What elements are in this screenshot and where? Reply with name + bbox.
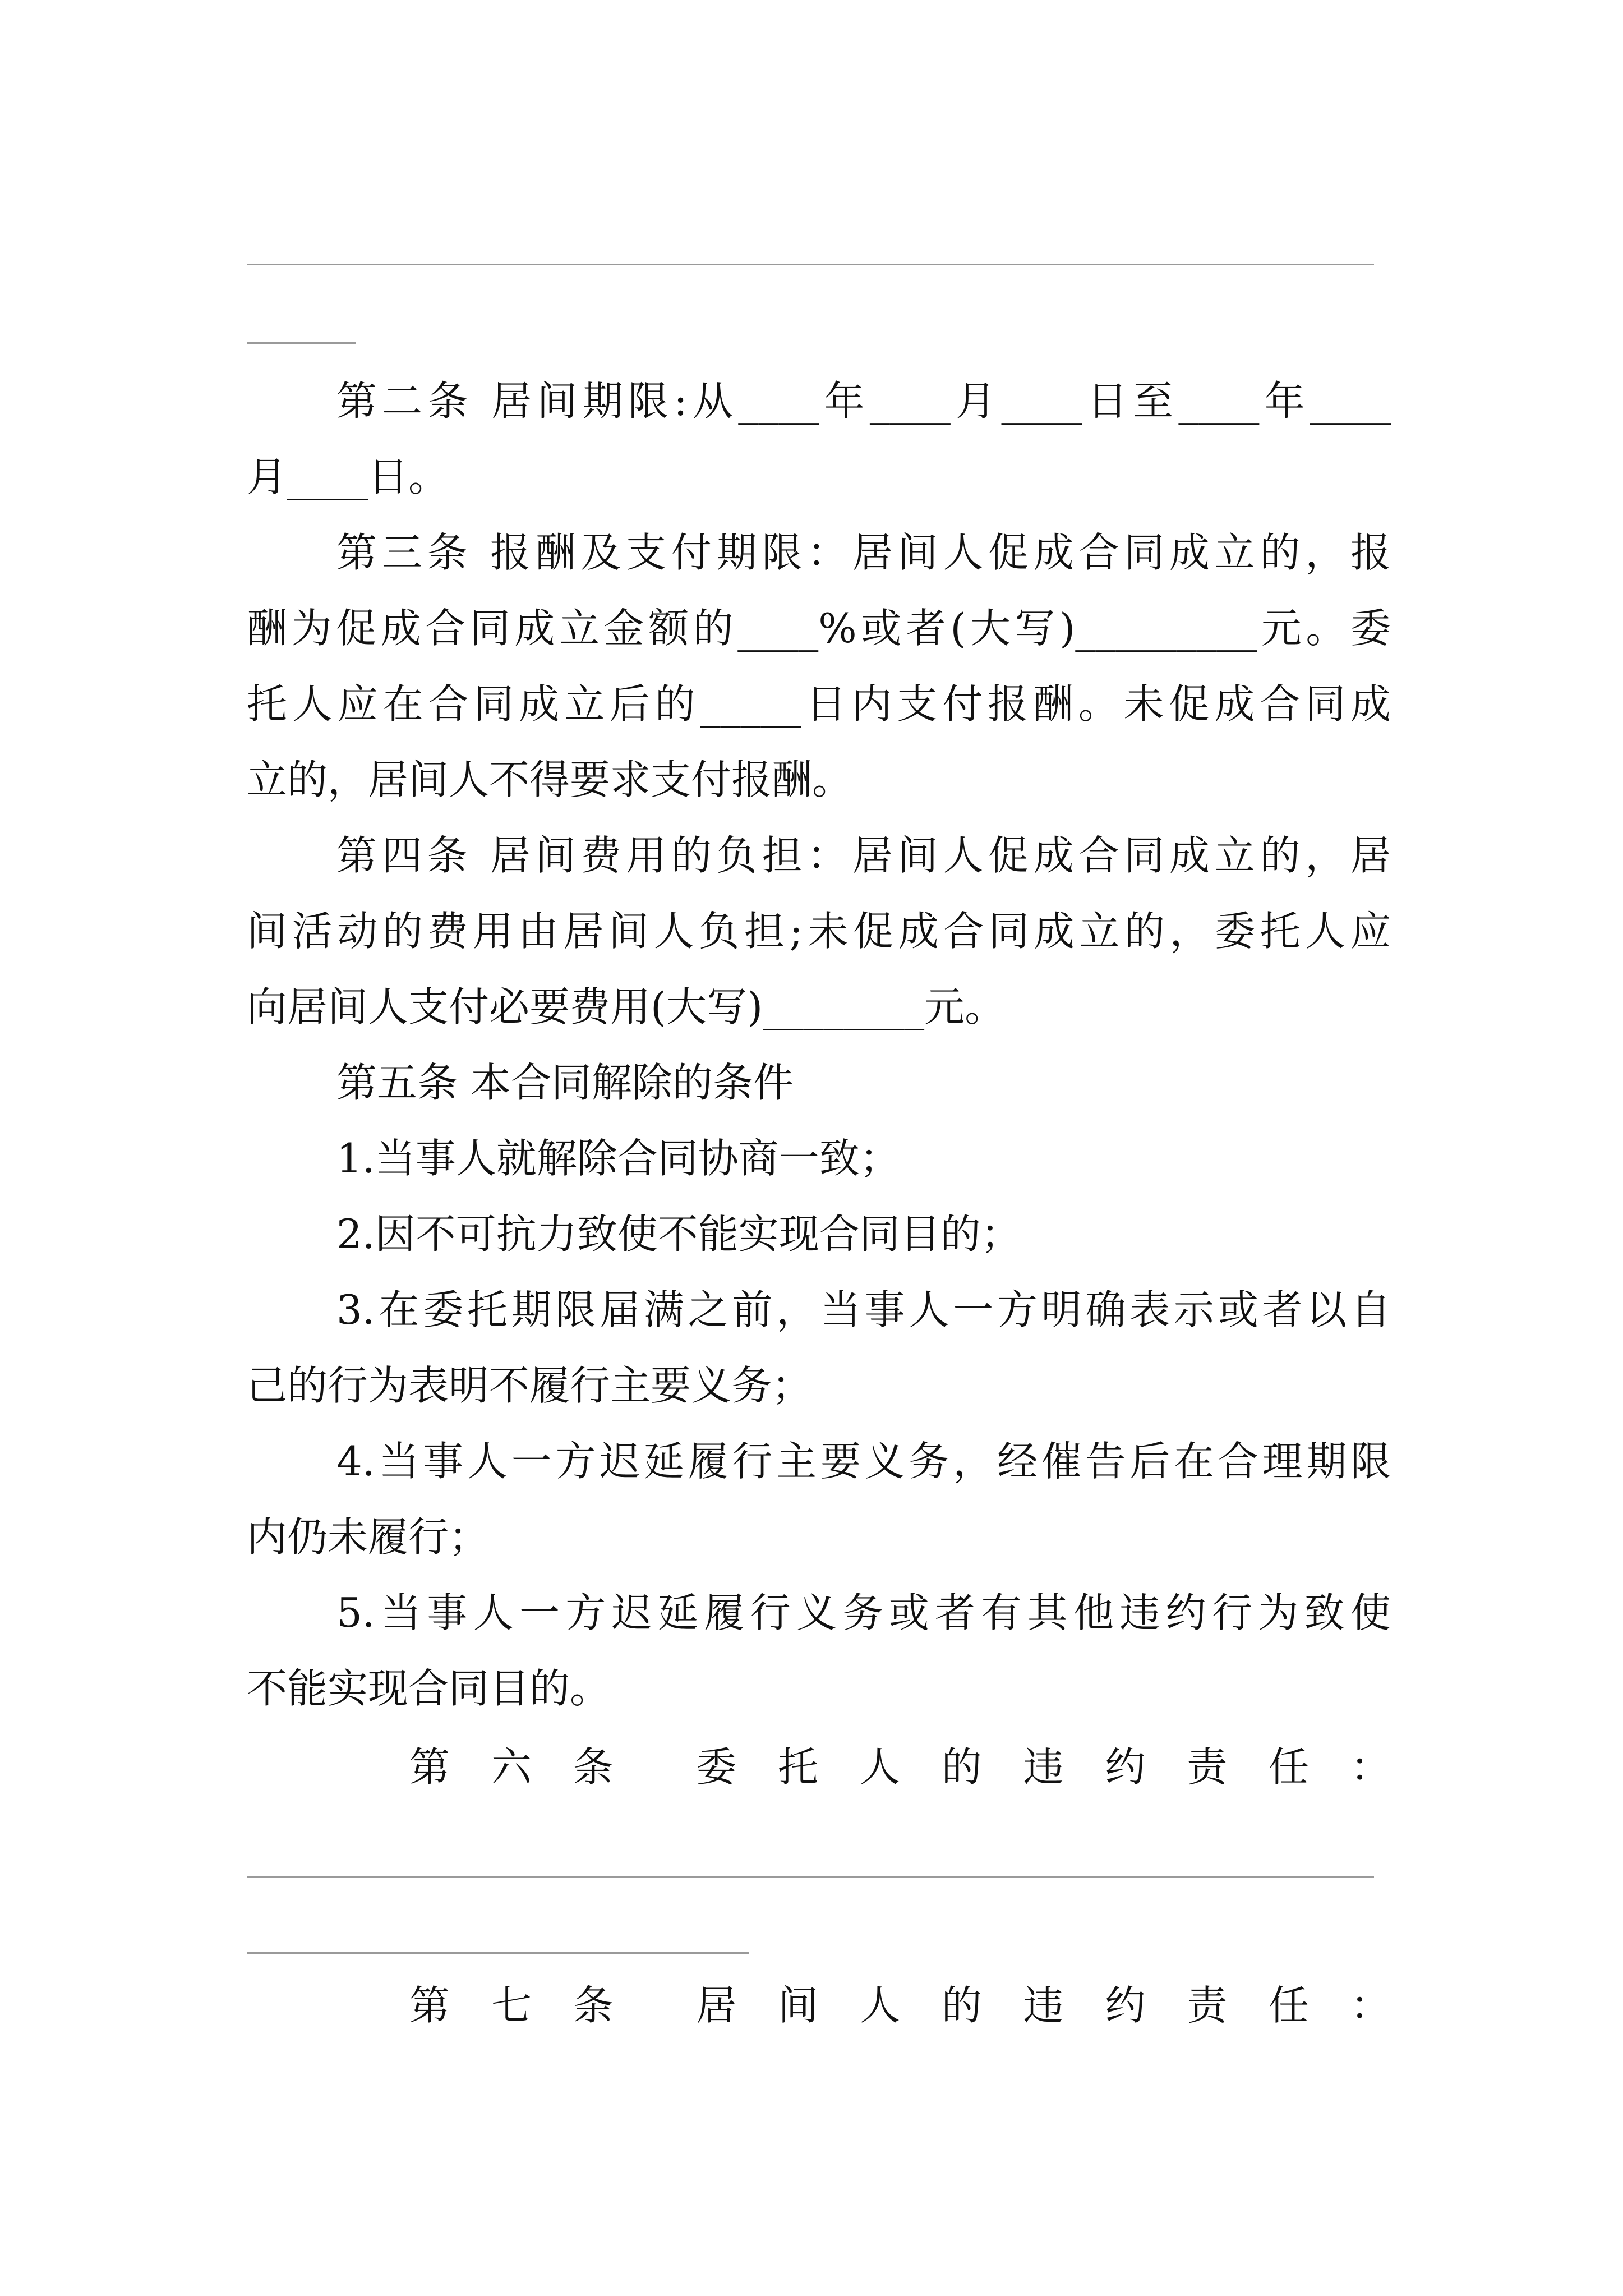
- heading-char: 责: [1187, 1982, 1228, 2029]
- blank-line: [247, 342, 356, 344]
- article-3-line-1: 第三条 报酬及支付期限：居间人促成合同成立的，报: [336, 529, 1391, 576]
- article-3-line-2: 酬为促成合同成立金额的____%或者(大写)_________元。委: [247, 605, 1391, 652]
- heading-char: 违: [1023, 1743, 1064, 1791]
- article-2-line-2: 月____日。: [247, 453, 449, 500]
- article-5-item-5-line-2: 不能实现合同目的。: [247, 1665, 611, 1712]
- heading-char: 条: [573, 1982, 614, 2029]
- article-4-line-1: 第四条 居间费用的负担：居间人促成合同成立的，居: [336, 832, 1391, 879]
- heading-char: 条: [573, 1743, 614, 1791]
- article-5-item-2: 2.因不可抗力致使不能实现合同目的；: [336, 1211, 1021, 1258]
- heading-char: 六: [491, 1743, 532, 1791]
- article-4-line-2: 间活动的费用由居间人负担;未促成合同成立的，委托人应: [247, 908, 1391, 955]
- article-5-item-3-line-2: 己的行为表明不履行主要义务；: [247, 1362, 813, 1409]
- heading-char: 任: [1269, 1982, 1310, 2029]
- heading-char: ：: [1350, 1743, 1391, 1791]
- heading-char: 的: [941, 1743, 982, 1791]
- heading-char: 违: [1023, 1982, 1064, 2029]
- article-3-line-3: 托人应在合同成立后的_____日内支付报酬。未促成合同成: [247, 680, 1391, 728]
- blank-line: [247, 264, 1374, 265]
- article-5-item-5-line-1: 5.当事人一方迟延履行义务或者有其他违约行为致使: [336, 1589, 1391, 1636]
- article-2-line-1: 第二条 居间期限:从____年____月____日至____年____: [336, 378, 1391, 425]
- heading-char: 居: [696, 1982, 737, 2029]
- heading-char: 约: [1105, 1982, 1146, 2029]
- heading-char: 第: [409, 1982, 450, 2029]
- heading-char: 委: [696, 1743, 737, 1791]
- heading-char: 托: [778, 1743, 819, 1791]
- heading-char: 约: [1105, 1743, 1146, 1791]
- article-7-heading: [409, 1977, 1391, 2033]
- article-5-item-4-line-2: 内仍未履行；: [247, 1513, 490, 1561]
- blank-line: [247, 1876, 1374, 1878]
- blank-line: [247, 1952, 749, 1954]
- article-6-heading: [409, 1739, 1391, 1795]
- heading-char: ：: [1350, 1982, 1391, 2029]
- article-3-line-4: 立的，居间人不得要求支付报酬。: [247, 756, 853, 803]
- heading-char: 的: [941, 1982, 982, 2029]
- heading-char: 间: [778, 1982, 819, 2029]
- heading-char: 责: [1187, 1743, 1228, 1791]
- heading-char: 人: [859, 1982, 900, 2029]
- heading-char: 七: [491, 1982, 532, 2029]
- article-4-line-3: 向居间人支付必要费用(大写)________元。: [247, 983, 1006, 1030]
- heading-char: 任: [1269, 1743, 1310, 1791]
- article-5-heading: 第五条 本合同解除的条件: [336, 1059, 794, 1106]
- article-5-item-3-line-1: 3.在委托期限届满之前，当事人一方明确表示或者以自: [336, 1286, 1391, 1333]
- article-5-item-4-line-1: 4.当事人一方迟延履行主要义务，经催告后在合理期限: [336, 1438, 1391, 1485]
- heading-char: 人: [859, 1743, 900, 1791]
- heading-char: 第: [409, 1743, 450, 1791]
- article-5-item-1: 1.当事人就解除合同协商一致；: [336, 1135, 900, 1182]
